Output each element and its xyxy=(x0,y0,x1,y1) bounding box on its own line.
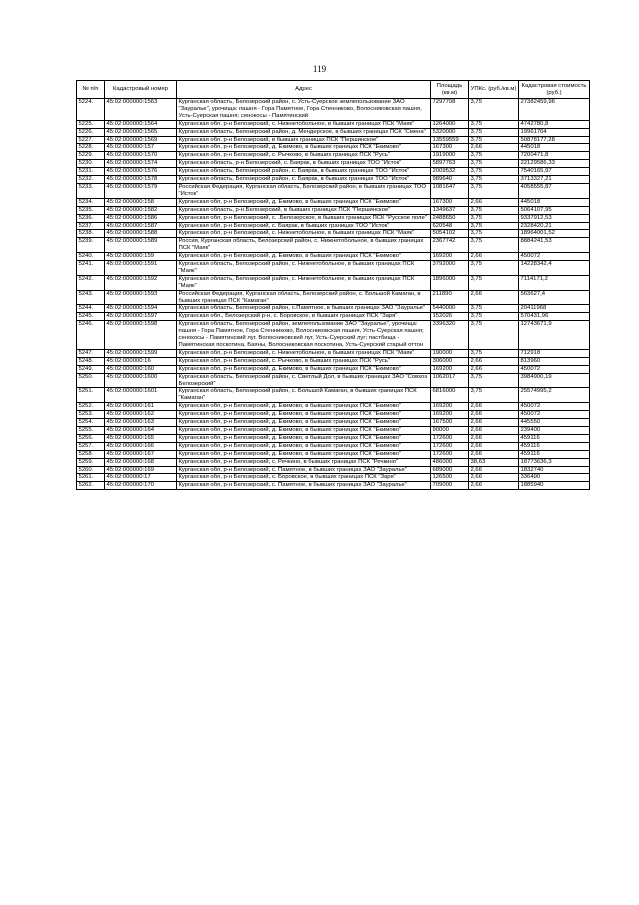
table-row xyxy=(77,349,590,357)
row-number: 5256. xyxy=(77,434,105,442)
row-number: 5249. xyxy=(77,365,105,373)
cadastral-value: 1832740 xyxy=(519,466,590,474)
row-number: 5260. xyxy=(77,466,105,474)
area: 3792000 xyxy=(431,261,469,276)
cadastral-number: 45:02:000000:160 xyxy=(105,365,177,373)
table-row xyxy=(77,305,590,313)
area: 126500 xyxy=(431,474,469,482)
address: Курганская обл, р-н Белозерский, с. Памятное, в бывших границах ЗАО "Зауралье" xyxy=(177,466,431,474)
cadastral-value: 570431,96 xyxy=(519,313,590,321)
upks: 2,66 xyxy=(469,466,519,474)
cadastral-table xyxy=(76,80,590,490)
area: 7297708 xyxy=(431,99,469,121)
table-row xyxy=(77,275,590,290)
table-row xyxy=(77,403,590,411)
cadastral-value: 712918 xyxy=(519,349,590,357)
area: 1896000 xyxy=(431,275,469,290)
row-number: 5230. xyxy=(77,160,105,168)
row-number: 5243. xyxy=(77,290,105,305)
page-number: 119 xyxy=(312,64,327,74)
cadastral-value: 450072 xyxy=(519,403,590,411)
address: Курганская обл, р-н Белозерский, в бывших границах ПСК "Першинское" xyxy=(177,136,431,144)
upks: 3,75 xyxy=(469,313,519,321)
cadastral-number: 45:02:000000:1591 xyxy=(105,261,177,276)
address: Курганская область, Белозерский район, с. Баярак, в бывших границах ТОО "Исток" xyxy=(177,168,431,176)
area: 5054102 xyxy=(431,230,469,238)
cadastral-number: 45:02:000000:157 xyxy=(105,144,177,152)
cadastral-value: 20411968 xyxy=(519,305,590,313)
table-row xyxy=(77,290,590,305)
table-row xyxy=(77,152,590,160)
area: 486000 xyxy=(431,458,469,466)
cadastral-value: 27382459,96 xyxy=(519,99,590,121)
cadastral-number: 45:02:000000:1582 xyxy=(105,206,177,214)
upks: 3,75 xyxy=(469,214,519,222)
address: Российская Федерация, Курганская область, Белозерский район, в бывших границах ТОО "Исток" xyxy=(177,183,431,198)
table-row xyxy=(77,120,590,128)
address: Курганская обл, р-н Белозерский, с. Рычково, в бывших границах ПСК "Русь" xyxy=(177,152,431,160)
table-row xyxy=(77,206,590,214)
table-row xyxy=(77,466,590,474)
table-row xyxy=(77,253,590,261)
area: 1349637 xyxy=(431,206,469,214)
address: Курганская область, Белозерский район, д. Мендерское, в бывших границах ПСК "Смена" xyxy=(177,128,431,136)
row-number: 5236. xyxy=(77,214,105,222)
row-number: 5224. xyxy=(77,99,105,121)
cadastral-number: 45:02:000000:1594 xyxy=(105,305,177,313)
upks: 3,75 xyxy=(469,128,519,136)
row-number: 5253. xyxy=(77,411,105,419)
area: 5320000 xyxy=(431,128,469,136)
table-row xyxy=(77,357,590,365)
header-number: № п/п xyxy=(77,81,105,99)
row-number: 5246. xyxy=(77,321,105,350)
upks: 3,75 xyxy=(469,99,519,121)
address: Курганская область, р-н Белозерский, в бывших границах ПСК "Першинское" xyxy=(177,206,431,214)
upks: 2,66 xyxy=(469,450,519,458)
row-number: 5252. xyxy=(77,403,105,411)
address: Курганская обл, р-н Белозерский, д. Екимово, в бывших границах ПСК "Екимово" xyxy=(177,403,431,411)
cadastral-value: 12743671,9 xyxy=(519,321,590,350)
header-address: Адрес xyxy=(177,81,431,99)
cadastral-value: 50878177,28 xyxy=(519,136,590,144)
header-area: Площадь (кв.м) xyxy=(431,81,469,99)
address: Курганская область, Белозерский район, с. Усть-Суерское землепользование ЗАО "Зауралье", урочища: пашня - Гора Памятное, Гора Стенниково, Волосниковская пашня, Усть-Суерская пашня; сенокосы - Памятинский xyxy=(177,99,431,121)
upks: 2,66 xyxy=(469,474,519,482)
upks: 3,75 xyxy=(469,168,519,176)
cadastral-number: 45:02:000000:1563 xyxy=(105,99,177,121)
row-number: 5254. xyxy=(77,419,105,427)
area: 2367742 xyxy=(431,238,469,253)
table-row xyxy=(77,168,590,176)
cadastral-value: 445018 xyxy=(519,144,590,152)
address: Курганская область, р-н Белозерский, с. Баярак, в бывших границах ТОО "Исток" xyxy=(177,160,431,168)
upks: 2,66 xyxy=(469,442,519,450)
cadastral-value: 3984900,19 xyxy=(519,373,590,388)
row-number: 5247. xyxy=(77,349,105,357)
upks: 3,75 xyxy=(469,222,519,230)
cadastral-number: 45:02:000000:162 xyxy=(105,411,177,419)
cadastral-value: 450072 xyxy=(519,253,590,261)
header-cadastral-number: Кадастровый номер xyxy=(105,81,177,99)
address: Курганская обл, р-н Белозерский, д. Екимово, в бывших границах ПСК "Екимово" xyxy=(177,426,431,434)
address: Курганская обл, р-н Белозерский, д. Екимово, в бывших границах ПСК "Екимово" xyxy=(177,411,431,419)
cadastral-number: 45:02:000000:1578 xyxy=(105,176,177,184)
address: Курганская область, Белозерский район, с. Баярак, в бывших границах ТОО "Исток" xyxy=(177,176,431,184)
table-row xyxy=(77,411,590,419)
table-row xyxy=(77,136,590,144)
cadastral-number: 45:02:000000:1579 xyxy=(105,183,177,198)
address: Россия, Курганская область, Белозерский район, с. Нижнетобольное, в бывших границах ПСК "Маяк" xyxy=(177,238,431,253)
address: Курганская область, Белозерский район, с. Нижнетобольное, в бывших границах ПСК "Маяк" xyxy=(177,275,431,290)
table-row xyxy=(77,144,590,152)
cadastral-number: 45:02:000000:1570 xyxy=(105,152,177,160)
table-row xyxy=(77,474,590,482)
area: 2009532 xyxy=(431,168,469,176)
upks: 2,66 xyxy=(469,411,519,419)
cadastral-number: 45:02:000000:1592 xyxy=(105,275,177,290)
cadastral-number: 45:02:000000:1574 xyxy=(105,160,177,168)
address: Курганская область, Белозерский район, землепользование ЗАО "Зауралье", урочища: пашня - Гора Памятное, Гора Стенниково, Волосниковская пашня, Усть-Суерская пашня; сенокосы - Памятинский луг, Волосниковский луг, Усть-Суерский луг; пастбища - Памятинская поскотина, Баяны, Волосниковская поскотина, Усть-Суерский старый оттон xyxy=(177,321,431,350)
table-row xyxy=(77,261,590,276)
table-row xyxy=(77,450,590,458)
row-number: 5233. xyxy=(77,183,105,198)
cadastral-number: 45:02:000000:168 xyxy=(105,458,177,466)
cadastral-number: 45:02:000000:1597 xyxy=(105,313,177,321)
area: 190000 xyxy=(431,349,469,357)
header-row xyxy=(77,81,590,99)
table-row xyxy=(77,128,590,136)
cadastral-value: 336490 xyxy=(519,474,590,482)
cadastral-value: 9337912,53 xyxy=(519,214,590,222)
cadastral-number: 45:02:000000:165 xyxy=(105,434,177,442)
upks: 3,75 xyxy=(469,120,519,128)
cadastral-value: 450072 xyxy=(519,365,590,373)
cadastral-number: 45:02:000000:1569 xyxy=(105,136,177,144)
table-row xyxy=(77,238,590,253)
cadastral-value: 563627,4 xyxy=(519,290,590,305)
upks: 3,75 xyxy=(469,349,519,357)
area: 13559559 xyxy=(431,136,469,144)
area: 172600 xyxy=(431,442,469,450)
address: Курганская обл, р-н Белозерский, с. Речкино, в бывших границах ПСК "Речкино" xyxy=(177,458,431,466)
upks: 3,75 xyxy=(469,230,519,238)
row-number: 5226. xyxy=(77,128,105,136)
cadastral-value: 459116 xyxy=(519,434,590,442)
row-number: 5240. xyxy=(77,253,105,261)
cadastral-number: 45:02:000000:161 xyxy=(105,403,177,411)
upks: 2,66 xyxy=(469,253,519,261)
upks: 2,66 xyxy=(469,357,519,365)
upks: 2,66 xyxy=(469,198,519,206)
cadastral-number: 45:02:000000:170 xyxy=(105,482,177,490)
row-number: 5232. xyxy=(77,176,105,184)
address: Курганская обл, р-н Белозерский, с. Боровское, в бывших границах ПСК "Заря" xyxy=(177,474,431,482)
upks: 3,75 xyxy=(469,305,519,313)
row-number: 5234. xyxy=(77,198,105,206)
row-number: 5261. xyxy=(77,474,105,482)
area: 167500 xyxy=(431,419,469,427)
cadastral-value: 459116 xyxy=(519,450,590,458)
area: 169200 xyxy=(431,403,469,411)
upks: 2,66 xyxy=(469,290,519,305)
address: Курганская обл., Белозерский р-н, с. Боровское, в бывших границах ПСК "Заря" xyxy=(177,313,431,321)
address: Курганская обл, р-н Белозерский, д. Екимово, в бывших границах ПСК "Екимово" xyxy=(177,419,431,427)
row-number: 5245. xyxy=(77,313,105,321)
area: 709000 xyxy=(431,482,469,490)
address: Курганская обл, р-н Белозерский, д. Екимово, в бывших границах ПСК "Екимово" xyxy=(177,450,431,458)
cadastral-number: 45:02:000000:17 xyxy=(105,474,177,482)
table-row xyxy=(77,373,590,388)
cadastral-number: 45:02:000000:166 xyxy=(105,442,177,450)
cadastral-value: 1885940 xyxy=(519,482,590,490)
area: 172600 xyxy=(431,434,469,442)
address: Курганская обл, р-н Белозерский, с. Нижнетобольное, в бывших границах ПСК "Маяк" xyxy=(177,349,431,357)
row-number: 5251. xyxy=(77,388,105,403)
table-row xyxy=(77,222,590,230)
area: 2488650 xyxy=(431,214,469,222)
upks: 2,66 xyxy=(469,434,519,442)
area: 6816000 xyxy=(431,388,469,403)
cadastral-number: 45:02:000000:169 xyxy=(105,466,177,474)
cadastral-number: 45:02:000000:1576 xyxy=(105,168,177,176)
table-row xyxy=(77,183,590,198)
cadastral-value: 19961704 xyxy=(519,128,590,136)
cadastral-number: 45:02:000000:1587 xyxy=(105,222,177,230)
row-number: 5229. xyxy=(77,152,105,160)
address: Курганская обл, р-н Белозерский, д. Екимово, в бывших границах ПСК "Екимово" xyxy=(177,442,431,450)
address: Курганская область, Белозерский район, с.Памятное, в бывших границах ЗАО "Зауралье" xyxy=(177,305,431,313)
address: Курганская обл, р-н Белозерский, с. Баярак, в бывших границах ТОО "Исток" xyxy=(177,222,431,230)
area: 1081647 xyxy=(431,183,469,198)
upks: 3,75 xyxy=(469,206,519,214)
row-number: 5258. xyxy=(77,450,105,458)
table-row xyxy=(77,198,590,206)
upks: 2,66 xyxy=(469,144,519,152)
header-upks: УПКс. (руб./кв.м) xyxy=(469,81,519,99)
area: 167300 xyxy=(431,198,469,206)
area: 169200 xyxy=(431,253,469,261)
area: 169200 xyxy=(431,411,469,419)
address: Курганская обл, р-н Белозерский, с. Рычково, в бывших границах ПСК "Русь" xyxy=(177,357,431,365)
table-row xyxy=(77,176,590,184)
table-row xyxy=(77,230,590,238)
table-header xyxy=(77,81,590,99)
address: Курганская обл, р-н Белозерский, с. Нижнетобольное, в бывших границах ПСК "Маяк" xyxy=(177,120,431,128)
cadastral-value: 813960 xyxy=(519,357,590,365)
table-row xyxy=(77,388,590,403)
address: Курганская обл, р-н Белозерский, д. Екимово, в бывших границах ПСК "Екимово" xyxy=(177,434,431,442)
row-number: 5255. xyxy=(77,426,105,434)
table-row xyxy=(77,365,590,373)
upks: 2,66 xyxy=(469,365,519,373)
area: 1264000 xyxy=(431,120,469,128)
row-number: 5228. xyxy=(77,144,105,152)
address: Курганская область, Белозерский район, с. Нижнетобольное, в бывших границах ПСК "Маяк" xyxy=(177,261,431,276)
table-row xyxy=(77,321,590,350)
area: 211890 xyxy=(431,290,469,305)
address: Курганская обл, р-н Белозерский, д. Екимово, в бывших границах ПСК "Екимово" xyxy=(177,365,431,373)
area: 3396320 xyxy=(431,321,469,350)
address: Курганская обл, р-н Белозерский, с. Нижнетобольное, в бывших границах ПСК "Маяк" xyxy=(177,230,431,238)
upks: 3,75 xyxy=(469,373,519,388)
area: 306000 xyxy=(431,357,469,365)
table-row xyxy=(77,426,590,434)
cadastral-value: 5064107,95 xyxy=(519,206,590,214)
cadastral-number: 45:02:000000:164 xyxy=(105,426,177,434)
row-number: 5238. xyxy=(77,230,105,238)
cadastral-value: 4742780,8 xyxy=(519,120,590,128)
row-number: 5259. xyxy=(77,458,105,466)
cadastral-value: 25574995,2 xyxy=(519,388,590,403)
row-number: 5242. xyxy=(77,275,105,290)
address: Курганская обл, р-н Белозерский, д. Екимово, в бывших границах ПСК "Екимово" xyxy=(177,253,431,261)
cadastral-value: 2328420,21 xyxy=(519,222,590,230)
table-row xyxy=(77,458,590,466)
address: Российская Федерация, Курганская область, Белозерский район, с. Большой Камаган, в бывших границах ПСК "Камаган" xyxy=(177,290,431,305)
address: Курганская область, Белозерский район, с. Светлый Дол, в бывших границах ЗАО "Совхоз Белозерский" xyxy=(177,373,431,388)
row-number: 5235. xyxy=(77,206,105,214)
area: 5440000 xyxy=(431,305,469,313)
upks: 2,66 xyxy=(469,426,519,434)
address: Курганская обл, р-н Белозерский, д. Екимово, в бывших границах ПСК "Екимово" xyxy=(177,198,431,206)
upks: 38,63 xyxy=(469,458,519,466)
cadastral-value: 7114171,2 xyxy=(519,275,590,290)
area: 1919000 xyxy=(431,152,469,160)
row-number: 5241. xyxy=(77,261,105,276)
row-number: 5248. xyxy=(77,357,105,365)
row-number: 5239. xyxy=(77,238,105,253)
cadastral-value: 22129586,33 xyxy=(519,160,590,168)
cadastral-value: 450072 xyxy=(519,411,590,419)
upks: 3,75 xyxy=(469,238,519,253)
cadastral-value: 4058555,87 xyxy=(519,183,590,198)
row-number: 5231. xyxy=(77,168,105,176)
upks: 3,75 xyxy=(469,136,519,144)
cadastral-value: 445550 xyxy=(519,419,590,427)
upks: 3,75 xyxy=(469,321,519,350)
table-row xyxy=(77,99,590,121)
address: Курганская обл, р-н Белозерский, с. .Белозерское, в бывших границах ПСК "Русское поле" xyxy=(177,214,431,222)
cadastral-value: 18773636,3 xyxy=(519,458,590,466)
row-number: 5244. xyxy=(77,305,105,313)
row-number: 5237. xyxy=(77,222,105,230)
area: 989640 xyxy=(431,176,469,184)
cadastral-number: 45:02:000000:1564 xyxy=(105,120,177,128)
cadastral-number: 45:02:000000:1589 xyxy=(105,238,177,253)
table-body xyxy=(77,99,590,490)
cadastral-number: 45:02:000000:1586 xyxy=(105,214,177,222)
upks: 3,75 xyxy=(469,176,519,184)
area: 689000 xyxy=(431,466,469,474)
table-row xyxy=(77,482,590,490)
cadastral-number: 45:02:000000:1593 xyxy=(105,290,177,305)
area: 152026 xyxy=(431,313,469,321)
cadastral-value: 239400 xyxy=(519,426,590,434)
area: 620548 xyxy=(431,222,469,230)
area: 169200 xyxy=(431,365,469,373)
upks: 2,66 xyxy=(469,419,519,427)
row-number: 5257. xyxy=(77,442,105,450)
cadastral-value: 18964001,52 xyxy=(519,230,590,238)
upks: 3,75 xyxy=(469,152,519,160)
cadastral-number: 45:02:000000:163 xyxy=(105,419,177,427)
table-row xyxy=(77,214,590,222)
table-row xyxy=(77,434,590,442)
table-row xyxy=(77,313,590,321)
cadastral-number: 45:02:000000:1598 xyxy=(105,321,177,350)
area: 1062017 xyxy=(431,373,469,388)
area: 5897763 xyxy=(431,160,469,168)
cadastral-number: 45:02:000000:1588 xyxy=(105,230,177,238)
header-cadastral-value: Кадастровая стоимость (руб.) xyxy=(519,81,590,99)
address: Курганская область, Белозерский район, с. Большой Камаган, в бывших границах ПСК "Камаган" xyxy=(177,388,431,403)
upks: 2,66 xyxy=(469,482,519,490)
cadastral-value: 3713327,21 xyxy=(519,176,590,184)
area: 90000 xyxy=(431,426,469,434)
row-number: 5225. xyxy=(77,120,105,128)
upks: 3,75 xyxy=(469,183,519,198)
cadastral-number: 45:02:000000:159 xyxy=(105,253,177,261)
area: 172600 xyxy=(431,450,469,458)
cadastral-value: 459116 xyxy=(519,442,590,450)
cadastral-number: 45:02:000000:158 xyxy=(105,198,177,206)
upks: 3,75 xyxy=(469,275,519,290)
upks: 3,75 xyxy=(469,388,519,403)
upks: 2,66 xyxy=(469,403,519,411)
cadastral-number: 45:02:000000:167 xyxy=(105,450,177,458)
cadastral-number: 45:02:000000:16 xyxy=(105,357,177,365)
address: Курганская обл, р-н Белозерский, с. Памятное, в бывших границах ЗАО "Зауралье" xyxy=(177,482,431,490)
cadastral-number: 45:02:000000:1600 xyxy=(105,373,177,388)
row-number: 5227. xyxy=(77,136,105,144)
cadastral-number: 45:02:000000:1565 xyxy=(105,128,177,136)
address: Курганская обл, р-н Белозерский, д. Екимово, в бывших границах ПСК "Екимово" xyxy=(177,144,431,152)
cadastral-number: 45:02:000000:1601 xyxy=(105,388,177,403)
cadastral-value: 8884241,53 xyxy=(519,238,590,253)
upks: 3,75 xyxy=(469,160,519,168)
area: 167300 xyxy=(431,144,469,152)
row-number: 5262. xyxy=(77,482,105,490)
upks: 3,75 xyxy=(469,261,519,276)
table-row xyxy=(77,419,590,427)
cadastral-value: 7200471,8 xyxy=(519,152,590,160)
cadastral-number: 45:02:000000:1599 xyxy=(105,349,177,357)
cadastral-value: 7540165,97 xyxy=(519,168,590,176)
cadastral-value: 445018 xyxy=(519,198,590,206)
table-row xyxy=(77,160,590,168)
table-row xyxy=(77,442,590,450)
cadastral-value: 14228342,4 xyxy=(519,261,590,276)
row-number: 5250. xyxy=(77,373,105,388)
